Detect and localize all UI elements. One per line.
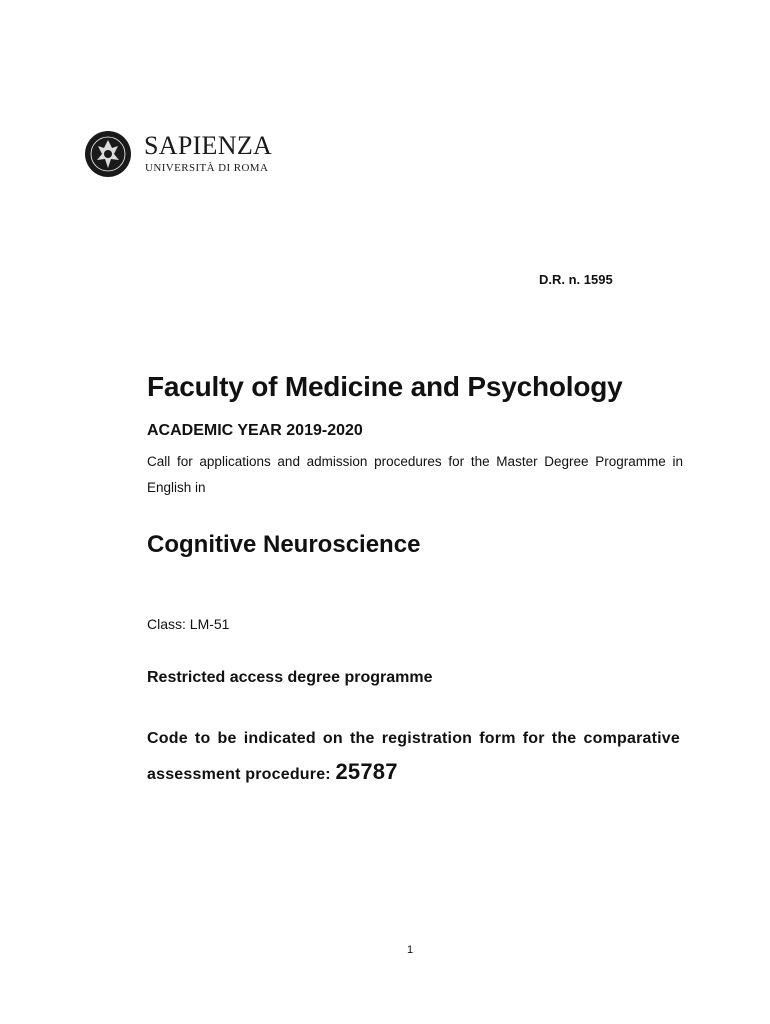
logo-name: SAPIENZA xyxy=(144,131,273,160)
logo-subtitle: UNIVERSITÀ DI ROMA xyxy=(145,162,269,174)
code-paragraph xyxy=(147,722,680,791)
decree-number: D.R. n. 1595 xyxy=(539,272,613,287)
code-number: 25787 xyxy=(335,759,398,784)
programme-name: Cognitive Neuroscience xyxy=(147,531,421,558)
page-number: 1 xyxy=(407,944,414,956)
class-label: Class: LM-51 xyxy=(147,616,230,632)
university-seal-icon xyxy=(84,128,132,180)
academic-year: ACADEMIC YEAR 2019-2020 xyxy=(147,422,363,439)
university-logo xyxy=(84,128,274,184)
access-type: Restricted access degree programme xyxy=(147,669,433,686)
faculty-title: Faculty of Medicine and Psychology xyxy=(147,371,623,402)
call-text: Call for applications and admission procedures for the Master Degree Programme in English in xyxy=(147,454,683,495)
code-text: Code to be indicated on the registration form for the comparative assessment procedure: xyxy=(147,730,680,783)
